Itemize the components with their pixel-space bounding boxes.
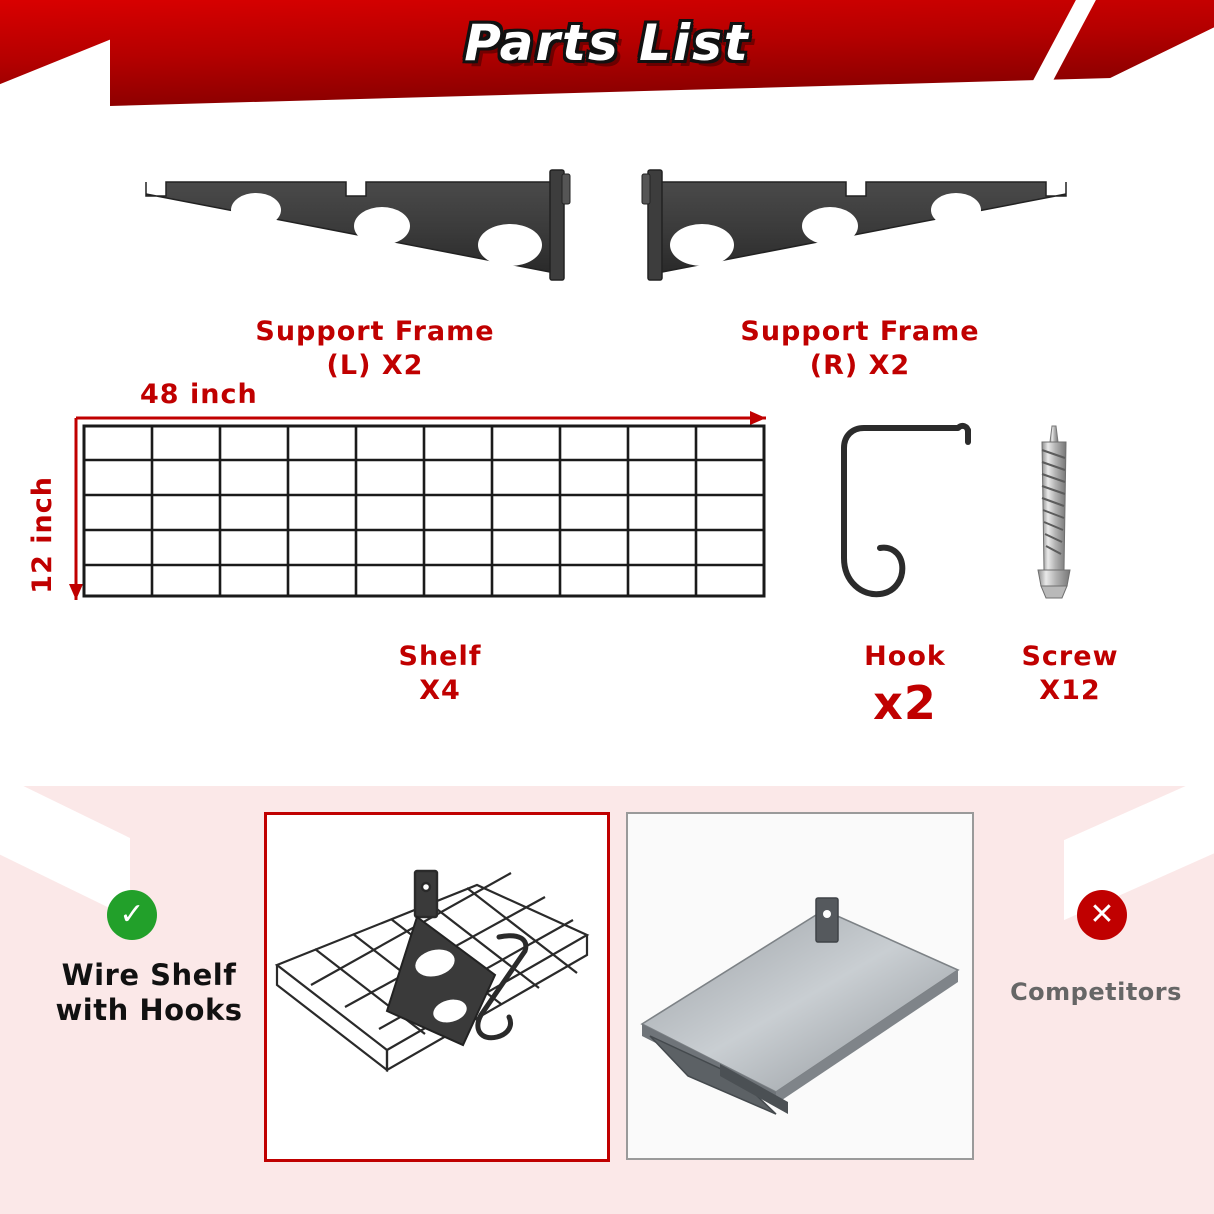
screw-label — [980, 640, 1160, 708]
support-frame-right-label-line1: Support Frame — [740, 316, 980, 347]
good-product-label — [44, 958, 254, 1029]
support-frame-right-label — [710, 315, 1010, 383]
hook-label-line1: Hook — [864, 641, 946, 672]
page-title: Parts List — [464, 14, 750, 72]
check-mark-icon: ✓ — [107, 890, 157, 940]
screw-illustration — [1010, 420, 1100, 620]
competitor-shelf-photo — [626, 812, 974, 1160]
support-frame-right-label-line2: (R) X2 — [809, 349, 911, 381]
support-frame-left-label-line2: (L) X2 — [326, 349, 424, 381]
shelf-width-dimension-label: 48 inch — [140, 379, 258, 410]
screw-label-line1: Screw — [1021, 641, 1119, 672]
hook-label-line2: x2 — [873, 675, 937, 730]
competitor-label: Competitors — [1010, 978, 1182, 1006]
shelf-height-dimension-label: 12 inch — [27, 476, 59, 594]
support-frame-left-label — [225, 315, 525, 383]
wire-shelf-photo — [264, 812, 610, 1162]
shelf-label-line1: Shelf — [398, 641, 482, 672]
competitor-shelf-photo-drawing — [628, 814, 968, 1154]
cross-mark-icon: ✕ — [1077, 890, 1127, 940]
support-frame-right-illustration — [620, 160, 1080, 290]
good-product-label-line2: with Hooks — [55, 993, 243, 1028]
support-frame-left-label-line1: Support Frame — [255, 316, 495, 347]
hook-illustration — [818, 418, 988, 618]
shelf-label — [320, 640, 560, 708]
support-frame-left-illustration — [132, 160, 592, 290]
good-product-label-line1: Wire Shelf — [61, 958, 237, 992]
shelf-label-line2: X4 — [419, 674, 461, 706]
shelf-illustration — [48, 378, 808, 628]
screw-label-line2: X12 — [1039, 674, 1101, 706]
wire-shelf-photo-drawing — [267, 815, 601, 1153]
hook-label — [820, 640, 990, 734]
comparison-top-strip — [0, 760, 1214, 786]
